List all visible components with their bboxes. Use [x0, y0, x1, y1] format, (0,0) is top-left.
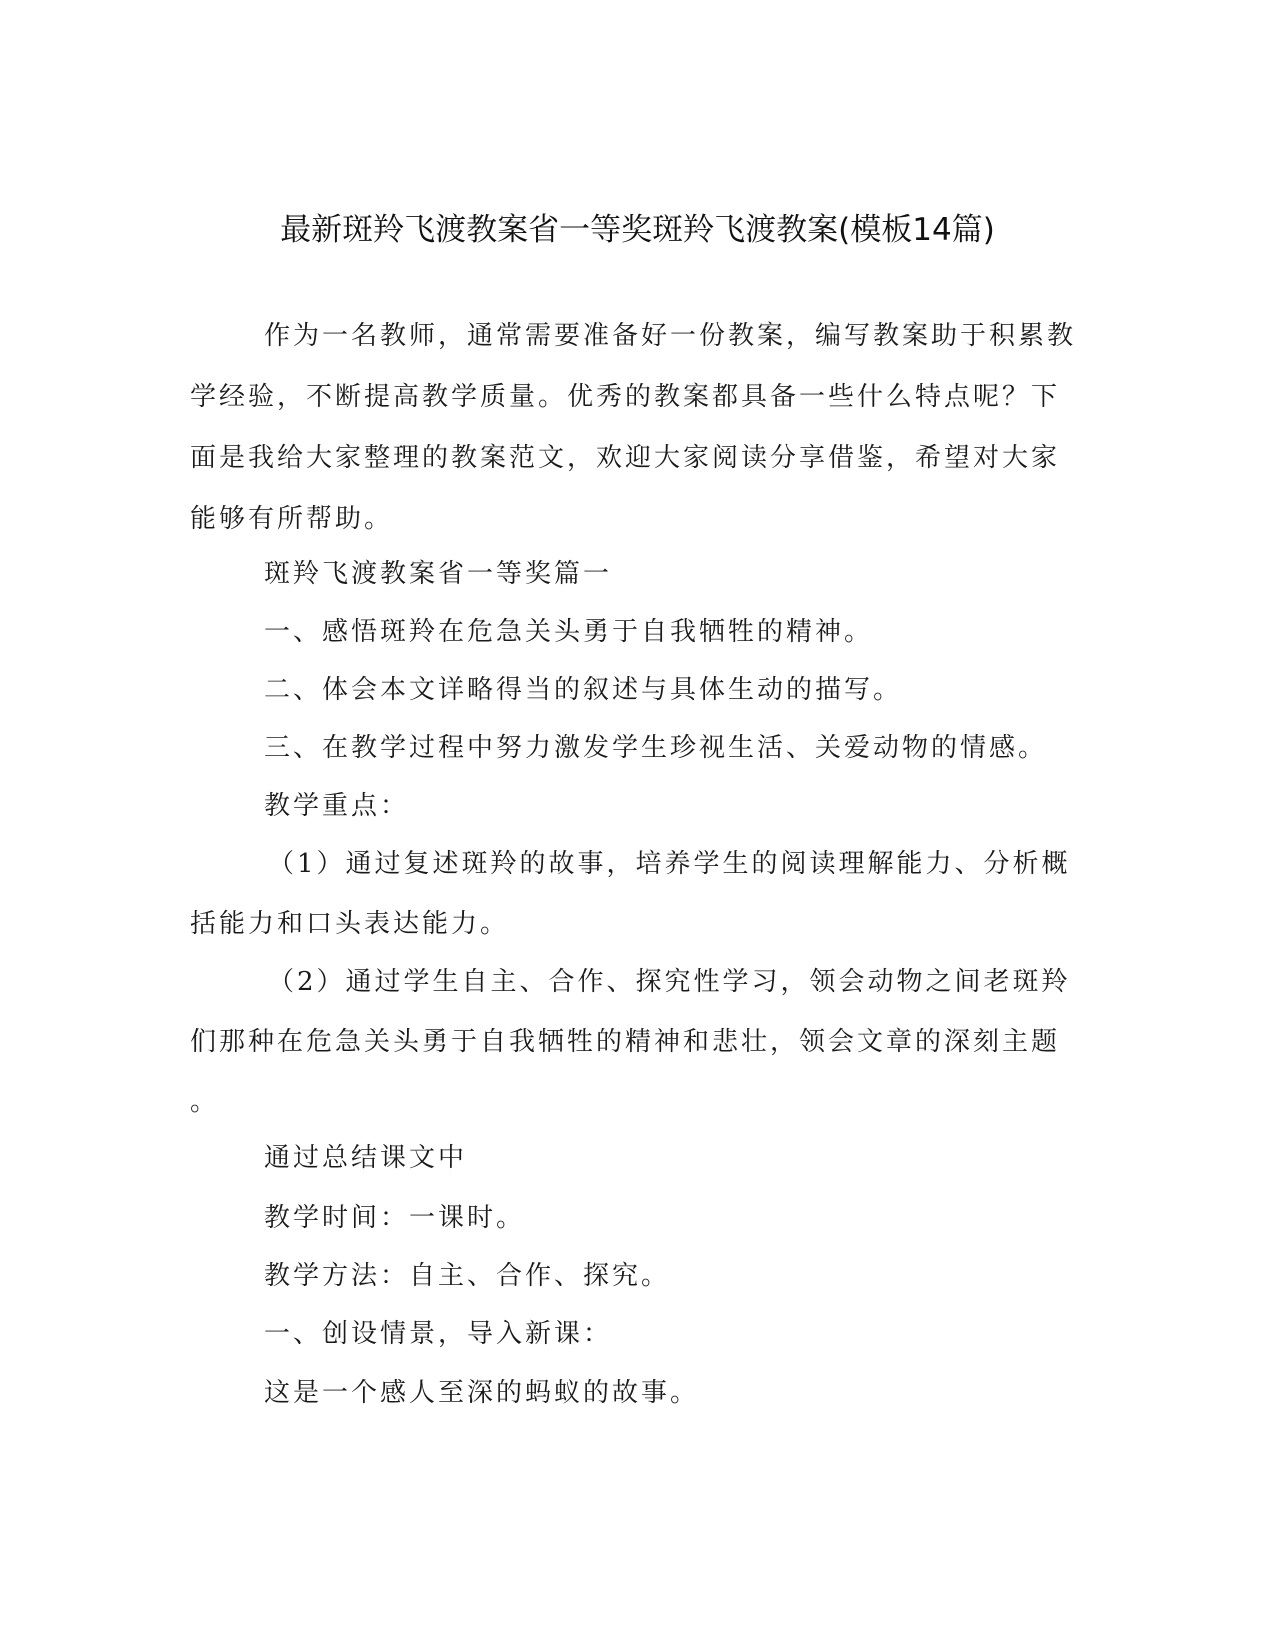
key-point-1-line-1: （1）通过复述斑羚的故事，培养学生的阅读理解能力、分析概 — [268, 849, 1071, 879]
key-point-2-line-1: （2）通过学生自主、合作、探究性学习，领会动物之间老斑羚 — [268, 967, 1071, 997]
objective-3: 三、在教学过程中努力激发学生珍视生活、关爱动物的情感。 — [264, 733, 1048, 763]
objective-2: 二、体会本文详略得当的叙述与具体生动的描写。 — [264, 675, 903, 705]
step-one-heading: 一、创设情景，导入新课： — [264, 1319, 613, 1349]
objective-1: 一、感悟斑羚在危急关头勇于自我牺牲的精神。 — [264, 617, 874, 647]
key-point-2-line-2: 们那种在危急关头勇于自我牺牲的精神和悲壮，领会文章的深刻主题 — [190, 1027, 1061, 1057]
section-heading: 斑羚飞渡教案省一等奖篇一 — [264, 559, 613, 589]
intro-paragraph: 作为一名教师，通常需要准备好一份教案，编写教案助于积累教学经验，不断提高教学质量。优秀的教案都具备一些什么特点呢？下面是我给大家整理的教案范文，欢迎大家阅读分享借鉴，希望对大家能够有所帮助。 — [190, 321, 1077, 534]
key-points-label: 教学重点： — [264, 791, 410, 821]
key-point-1-line-2: 括能力和口头表达能力。 — [190, 909, 510, 939]
teaching-time: 教学时间：一课时。 — [264, 1203, 526, 1233]
story-line: 这是一个感人至深的蚂蚁的故事。 — [264, 1378, 700, 1408]
key-point-2-line-3: 。 — [190, 1087, 220, 1117]
summary-line: 通过总结课文中 — [264, 1143, 468, 1173]
teaching-method: 教学方法：自主、合作、探究。 — [264, 1261, 671, 1291]
document-title: 最新斑羚飞渡教案省一等奖斑羚飞渡教案(模板14篇) — [280, 212, 995, 248]
intro-paragraph-block — [190, 306, 1080, 550]
